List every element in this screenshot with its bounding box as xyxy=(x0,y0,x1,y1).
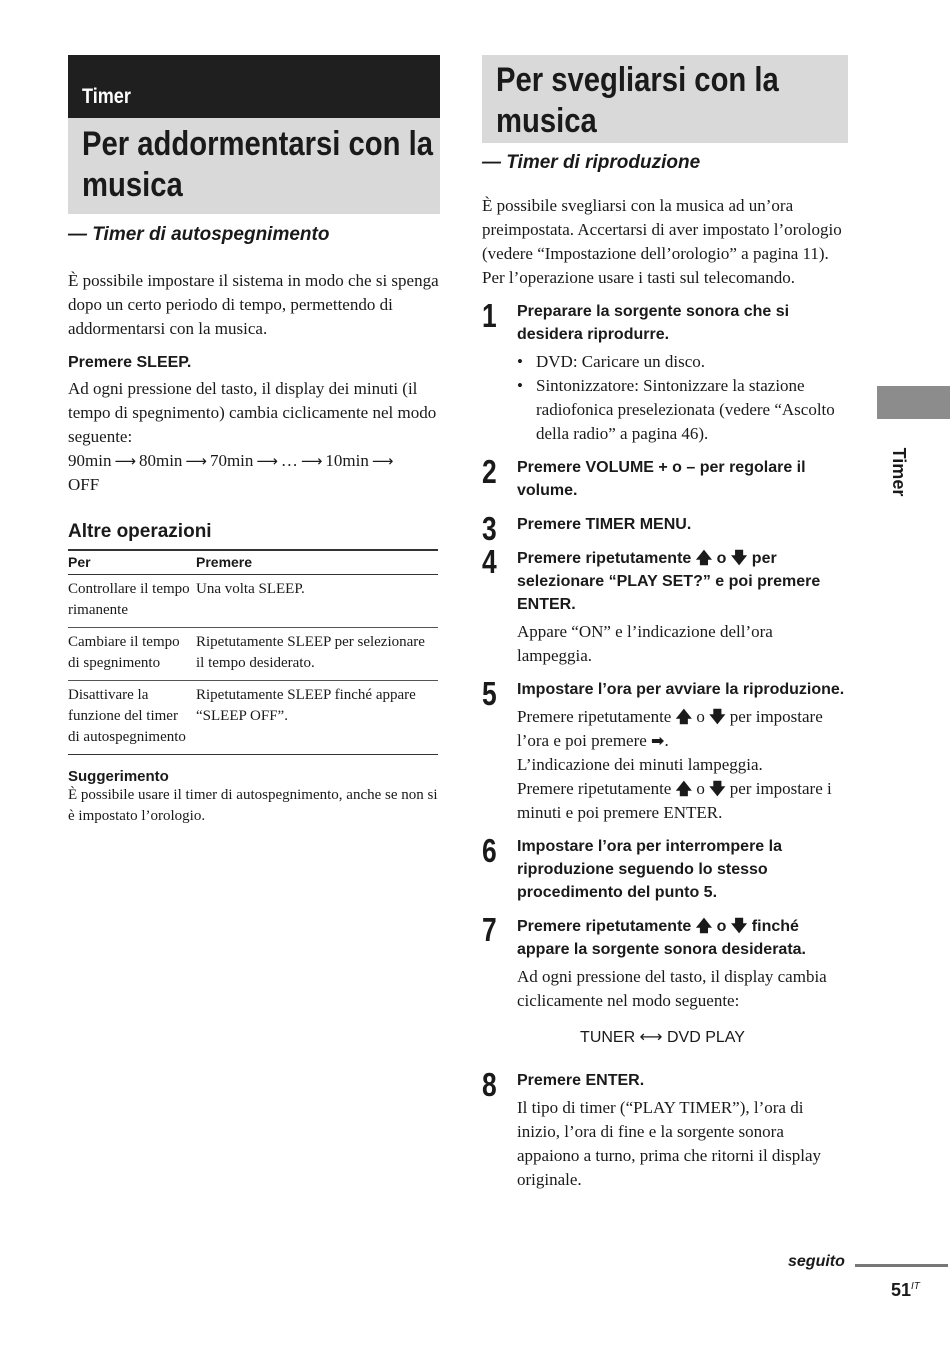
heading-text: per selezionare “PLAY SET?” e poi premere ENTER. xyxy=(517,550,821,613)
step-number: 4 xyxy=(482,543,497,580)
sleep-description: Ad ogni pressione del tasto, il display dei minuti (il tempo di spegnimento) cambia ciclicamente nel modo seguente: xyxy=(68,379,437,446)
step-heading: Premere VOLUME + o – per regolare il volume. xyxy=(517,459,806,499)
sequence-item: OFF xyxy=(68,475,100,494)
step-number: 7 xyxy=(482,911,497,948)
sleep-title-box xyxy=(68,118,440,214)
step-number: 8 xyxy=(482,1066,497,1103)
wake-title-line-2: musica xyxy=(496,102,597,140)
table-cell: Ripetutamente SLEEP per selezionare il tempo desiderato. xyxy=(196,628,438,681)
arrow-down-icon: 🡇 xyxy=(709,779,726,798)
sleep-title-line-2: musica xyxy=(82,166,183,204)
side-tab-label: Timer xyxy=(889,447,909,497)
table-cell: Disattivare la funzione del timer di autospegnimento xyxy=(68,681,196,755)
page-number-value: 51 xyxy=(891,1280,912,1300)
step-text: Il tipo di timer (“PLAY TIMER”), l’ora di inizio, l’ora di fine e la sorgente sonora appaiono a turno, prima che ritorni il display originale. xyxy=(517,1098,822,1189)
continued-line xyxy=(855,1264,948,1267)
step-heading: Premere ENTER. xyxy=(517,1072,645,1089)
wake-title-line-1: Per svegliarsi con la xyxy=(496,61,779,99)
step-3 xyxy=(482,510,848,547)
sleep-title-line-1: Per addormentarsi con la xyxy=(82,125,434,163)
step-number: 3 xyxy=(482,510,497,547)
sleep-subtitle: — Timer di autospegnimento xyxy=(68,224,330,245)
step-1 xyxy=(482,297,848,446)
arrow-down-icon: 🡇 xyxy=(709,707,726,726)
arrow-enter-icon: ➡ xyxy=(651,731,665,750)
page-number xyxy=(891,1280,920,1301)
wake-subtitle: — Timer di riproduzione xyxy=(482,152,701,173)
arrow-up-icon: 🡅 xyxy=(695,548,713,567)
table-cell: Controllare il tempo rimanente xyxy=(68,575,196,628)
table-row xyxy=(68,575,438,628)
wake-intro: È possibile svegliarsi con la musica ad un’ora preimpostata. Accertarsi di aver impostato l’orologio (vedere “Impostazione dell’orologio” a pagina 11). xyxy=(482,196,842,263)
arrow-down-icon: 🡇 xyxy=(730,548,748,567)
step-7 xyxy=(482,911,848,1047)
step-heading: Premere TIMER MENU. xyxy=(517,516,692,533)
sequence-item: 10min xyxy=(325,451,369,470)
list-item: • Sintonizzatore: Sintonizzare la stazione radiofonica preselezionata (vedere “Ascolto della radio” a pagina 46). xyxy=(517,374,848,446)
step-8 xyxy=(482,1066,848,1192)
sleep-instruction: Premere SLEEP. xyxy=(68,354,192,371)
text-part: per impostare i minuti e poi premere ENTER. xyxy=(517,779,832,822)
table-header: Premere xyxy=(196,550,438,575)
side-tab xyxy=(877,386,950,419)
step-5 xyxy=(482,675,848,825)
wake-intro-2: Per l’operazione usare i tasti sul telecomando. xyxy=(482,268,795,287)
left-column xyxy=(68,55,440,827)
heading-text: Premere ripetutamente xyxy=(517,550,692,567)
step-text: Appare “ON” e l’indicazione dell’ora lampeggia. xyxy=(517,622,773,665)
text-part: o xyxy=(696,779,705,798)
sequence-item: … xyxy=(280,451,298,470)
sequence-item: 90min xyxy=(68,451,112,470)
heading-text: finché appare la sorgente sonora desiderata. xyxy=(517,918,806,958)
right-column xyxy=(482,55,848,1192)
table-cell: Una volta SLEEP. xyxy=(196,575,438,628)
table-row xyxy=(68,681,438,755)
continued-label: seguito xyxy=(788,1253,845,1270)
page-lang: IT xyxy=(911,1281,920,1292)
step-number: 2 xyxy=(482,453,497,490)
step-heading: Impostare l’ora per interrompere la riproduzione seguendo lo stesso procedimento del punto 5. xyxy=(517,838,782,901)
step-heading xyxy=(517,546,848,616)
step-number: 1 xyxy=(482,297,497,334)
sleep-sequence xyxy=(68,449,440,497)
arrow-right-icon: ⟶ xyxy=(256,452,278,470)
arrow-up-icon: 🡅 xyxy=(675,707,693,726)
section-header xyxy=(68,55,440,118)
table-header: Per xyxy=(68,550,196,575)
step-text: L’indicazione dei minuti lampeggia. xyxy=(517,755,763,774)
arrow-down-icon: 🡇 xyxy=(730,916,748,935)
text-part: per impostare l’ora e poi premere xyxy=(517,707,823,750)
heading-text: o xyxy=(716,918,727,935)
step-text: Ad ogni pressione del tasto, il display cambia ciclicamente nel modo seguente: xyxy=(517,967,827,1010)
step-bullets xyxy=(517,350,848,446)
source-dvd: DVD PLAY xyxy=(667,1029,745,1046)
sleep-intro: È possibile impostare il sistema in modo che si spenga dopo un certo periodo di tempo, permettendo di addormentarsi con la musica. xyxy=(68,271,439,338)
wake-title-box xyxy=(482,55,848,143)
arrow-both-icon: ⟷ xyxy=(639,1027,663,1046)
arrow-right-icon: ⟶ xyxy=(300,452,323,470)
source-cycle xyxy=(477,1027,848,1047)
step-heading: Preparare la sorgente sonora che si desidera riprodurre. xyxy=(517,303,790,343)
heading-text: o xyxy=(716,550,727,567)
arrow-right-icon: ⟶ xyxy=(114,452,136,470)
tip-text: È possibile usare il timer di autospegnimento, anche se non si è impostato l’orologio. xyxy=(68,787,438,824)
step-heading xyxy=(517,914,848,961)
text-part: Premere ripetutamente xyxy=(517,779,672,798)
step-number: 6 xyxy=(482,832,497,869)
sequence-item: 70min xyxy=(209,451,254,470)
step-6 xyxy=(482,832,848,904)
step-text xyxy=(517,777,848,825)
other-ops-heading: Altre operazioni xyxy=(68,521,212,542)
heading-text: Premere ripetutamente xyxy=(517,918,692,935)
arrow-right-icon: ⟶ xyxy=(371,452,394,470)
table-header-row xyxy=(68,550,438,575)
source-tuner: TUNER xyxy=(580,1029,636,1046)
text-part: o xyxy=(696,707,705,726)
table-cell: Cambiare il tempo di spegnimento xyxy=(68,628,196,681)
sequence-item: 80min xyxy=(138,451,183,470)
arrow-up-icon: 🡅 xyxy=(675,779,693,798)
table-row xyxy=(68,628,438,681)
text-part: Premere ripetutamente xyxy=(517,707,672,726)
step-text: Premere ripetutamente 🡅 o 🡇 per impostare l’ora e poi premere ➡. xyxy=(517,707,823,750)
section-title: Timer xyxy=(82,85,131,108)
table-cell: Ripetutamente SLEEP finché appare “SLEEP OFF”. xyxy=(196,681,438,755)
step-number: 5 xyxy=(482,675,497,712)
step-4 xyxy=(482,543,848,668)
step-heading: Impostare l’ora per avviare la riproduzione. xyxy=(517,681,845,698)
arrow-right-icon: ⟶ xyxy=(185,452,207,470)
arrow-up-icon: 🡅 xyxy=(695,916,713,935)
tip-title: Suggerimento xyxy=(68,768,169,785)
list-item: • DVD: Caricare un disco. xyxy=(517,350,848,374)
step-2 xyxy=(482,453,848,502)
operations-table xyxy=(68,549,438,755)
